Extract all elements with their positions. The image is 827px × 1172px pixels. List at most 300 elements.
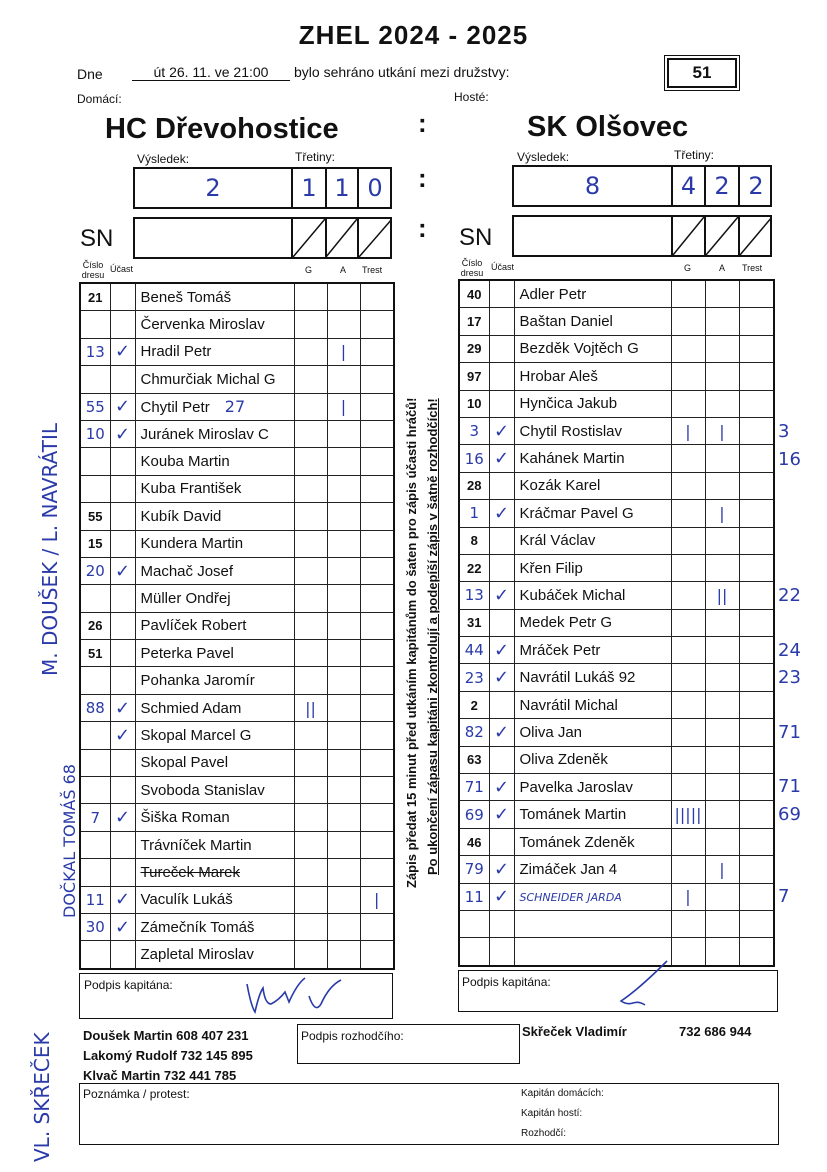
- stat-g: [294, 585, 327, 612]
- away-period-3: 2: [748, 172, 764, 200]
- home-captain-signature-box: [79, 973, 393, 1019]
- stat-t: [739, 609, 774, 636]
- player-name-text: Navrátil Michal: [519, 696, 618, 714]
- player-name: [135, 420, 294, 447]
- played-text: bylo sehráno utkání mezi družstvy:: [294, 64, 510, 80]
- jersey-number: [80, 475, 110, 502]
- stat-t: [739, 856, 774, 883]
- player-name: [135, 804, 294, 831]
- stat-t: [360, 831, 394, 858]
- note-box: [79, 1083, 779, 1145]
- home-team-name: HC Dřevohostice: [105, 113, 339, 145]
- away-side-number: [778, 361, 823, 388]
- attendance-mark: [489, 746, 514, 773]
- away-side-number: [778, 688, 823, 715]
- stat-t: [739, 472, 774, 499]
- colon-separator: :: [418, 213, 427, 243]
- away-roster-row: [459, 417, 774, 444]
- stat-t: [360, 503, 394, 530]
- away-roster-row: [459, 883, 774, 910]
- away-col-attend: Účast: [491, 262, 515, 272]
- away-side-number: 69: [778, 803, 801, 825]
- home-roster-row: [80, 913, 394, 940]
- stat-t: [360, 475, 394, 502]
- attendance-mark: ✓: [110, 886, 135, 913]
- referee-footer-label: Rozhodčí:: [521, 1128, 567, 1139]
- handwritten-note: 27: [219, 397, 246, 417]
- referee-name: Skřeček Vladimír: [522, 1024, 627, 1039]
- home-roster-row: [80, 722, 394, 749]
- home-roster-row: [80, 530, 394, 557]
- player-name: [514, 719, 671, 746]
- player-name-text: Pohanka Jaromír: [140, 672, 255, 690]
- player-name: [514, 883, 671, 910]
- player-name: [135, 475, 294, 502]
- player-name: [514, 910, 671, 937]
- player-name: [514, 554, 671, 581]
- player-name: [135, 859, 294, 886]
- player-name-text: Kuba František: [140, 480, 242, 498]
- stat-t: [739, 335, 774, 362]
- player-name: [135, 749, 294, 776]
- stat-g: ||: [294, 694, 327, 721]
- player-name: [135, 448, 294, 475]
- player-name: [514, 746, 671, 773]
- stat-g: [671, 691, 705, 718]
- home-captain-label: Podpis kapitána:: [84, 978, 173, 992]
- attendance-mark: [489, 828, 514, 855]
- stat-t: [739, 417, 774, 444]
- player-name: [135, 913, 294, 940]
- home-side-note-3: VL. SKŘEČEK: [30, 1032, 54, 1162]
- away-roster-row: [459, 335, 774, 362]
- player-name: [135, 694, 294, 721]
- away-score: 8: [584, 172, 601, 200]
- player-name: [514, 363, 671, 390]
- jersey-number: [80, 831, 110, 858]
- player-name-text: Hradil Petr: [140, 343, 212, 361]
- jersey-number: 55: [80, 393, 110, 420]
- jersey-number: 26: [80, 612, 110, 639]
- jersey-number: 30: [80, 913, 110, 940]
- home-roster-row: [80, 804, 394, 831]
- stat-a: [327, 612, 360, 639]
- jersey-number: 46: [459, 828, 489, 855]
- player-name: [514, 664, 671, 691]
- stat-g: [294, 393, 327, 420]
- stat-g: [671, 500, 705, 527]
- jersey-number: [80, 448, 110, 475]
- stat-a: [705, 554, 739, 581]
- home-roster-row: [80, 311, 394, 338]
- stat-g: [671, 719, 705, 746]
- jersey-number: 2: [459, 691, 489, 718]
- away-label: Hosté:: [454, 90, 489, 104]
- away-roster-row: [459, 363, 774, 390]
- stat-t: [739, 883, 774, 910]
- home-sn-box: [133, 217, 392, 259]
- home-roster-row: [80, 886, 394, 913]
- jersey-number: 11: [80, 886, 110, 913]
- stat-t: [739, 500, 774, 527]
- sn-slash-lines: [671, 217, 772, 255]
- stat-g: [294, 557, 327, 584]
- away-captain-footer-label: Kapitán hostí:: [521, 1108, 583, 1119]
- stat-g: [671, 910, 705, 937]
- player-name-text: Juránek Miroslav C: [140, 425, 269, 443]
- away-col-a: A: [719, 263, 726, 273]
- attendance-mark: [489, 335, 514, 362]
- player-name-text: Oliva Zdeněk: [519, 751, 608, 769]
- jersey-number: 71: [459, 774, 489, 801]
- stat-t: [360, 311, 394, 338]
- attendance-mark: [110, 859, 135, 886]
- stat-g: [294, 667, 327, 694]
- attendance-mark: ✓: [489, 774, 514, 801]
- home-roster-row: [80, 941, 394, 969]
- home-roster-row: [80, 667, 394, 694]
- stat-t: [360, 366, 394, 393]
- stat-g: [671, 280, 705, 308]
- player-name-text: Šiška Roman: [140, 809, 230, 827]
- player-name-text: Zámečník Tomáš: [140, 918, 255, 936]
- stat-t: [739, 801, 774, 828]
- stat-a: [705, 445, 739, 472]
- attendance-mark: [110, 777, 135, 804]
- jersey-number: 97: [459, 363, 489, 390]
- player-name: [135, 777, 294, 804]
- stat-t: |: [360, 886, 394, 913]
- stat-a: |: [705, 417, 739, 444]
- stat-t: [739, 774, 774, 801]
- home-side-note-2: DOČKAL TOMÁŠ 68: [60, 764, 79, 918]
- home-roster-row: [80, 283, 394, 311]
- player-name-text: Skopal Pavel: [140, 754, 229, 772]
- away-roster-table: [458, 279, 775, 967]
- player-name-text: Svoboda Stanislav: [140, 781, 265, 799]
- stat-g: [294, 913, 327, 940]
- away-side-notes: [778, 279, 823, 961]
- player-name: [514, 390, 671, 417]
- away-roster-row: [459, 390, 774, 417]
- stat-t: [739, 445, 774, 472]
- jersey-number: [80, 859, 110, 886]
- away-side-number: [778, 743, 823, 770]
- player-name: [514, 417, 671, 444]
- home-period-1: 1: [301, 174, 317, 202]
- away-sn-box: [512, 215, 772, 257]
- player-name: [135, 366, 294, 393]
- jersey-number: [80, 366, 110, 393]
- home-col-number: Číslo dresu: [81, 260, 105, 280]
- player-name-text: SCHNEIDER JARDA: [519, 891, 622, 905]
- stat-a: [327, 886, 360, 913]
- stat-a: [705, 308, 739, 335]
- player-name: [514, 445, 671, 472]
- attendance-mark: ✓: [110, 722, 135, 749]
- jersey-number: [80, 311, 110, 338]
- stat-a: [327, 640, 360, 667]
- attendance-mark: [110, 283, 135, 311]
- attendance-mark: ✓: [489, 883, 514, 910]
- stat-a: [327, 311, 360, 338]
- home-periods-label: Třetiny:: [295, 150, 336, 164]
- jersey-number: 11: [459, 883, 489, 910]
- away-side-number: 23: [778, 667, 801, 689]
- jersey-number: 79: [459, 856, 489, 883]
- player-name: [514, 500, 671, 527]
- player-name-text: Vaculík Lukáš: [140, 891, 233, 909]
- player-name: [135, 503, 294, 530]
- home-roster-row: [80, 366, 394, 393]
- away-col-g: G: [684, 263, 692, 273]
- player-name-text: Král Václav: [519, 532, 596, 550]
- stat-a: [327, 694, 360, 721]
- stat-a: [327, 366, 360, 393]
- stat-a: [705, 774, 739, 801]
- away-side-number: [778, 306, 823, 333]
- stat-a: [705, 883, 739, 910]
- player-name-text: Pavlíček Robert: [140, 617, 247, 635]
- away-side-number: 16: [778, 448, 801, 470]
- stat-a: [327, 722, 360, 749]
- attendance-mark: [110, 749, 135, 776]
- player-name-text: Červenka Miroslav: [140, 316, 265, 334]
- player-name: [135, 722, 294, 749]
- away-roster-row: [459, 691, 774, 718]
- stat-a: [705, 719, 739, 746]
- player-name: [135, 338, 294, 365]
- player-name-text: Chytil Petr: [140, 399, 210, 417]
- player-name: [135, 941, 294, 969]
- stat-t: [739, 280, 774, 308]
- jersey-number: [80, 941, 110, 969]
- stat-g: [671, 664, 705, 691]
- away-roster-row: [459, 637, 774, 664]
- contact-2: Lakomý Rudolf 732 145 895: [83, 1048, 253, 1063]
- player-name-text: Baštan Daniel: [519, 313, 613, 331]
- stat-a: |: [705, 856, 739, 883]
- stat-a: |: [327, 393, 360, 420]
- away-captain-label: Podpis kapitána:: [462, 975, 551, 989]
- home-roster-row: [80, 612, 394, 639]
- player-name: [135, 393, 294, 420]
- home-roster-row: [80, 777, 394, 804]
- player-name-text: Chmurčiak Michal G: [140, 370, 276, 388]
- stat-g: [294, 612, 327, 639]
- page-title: ZHEL 2024 - 2025: [298, 20, 529, 50]
- jersey-number: 23: [459, 664, 489, 691]
- player-name: [135, 667, 294, 694]
- player-name-text: Kundera Martin: [140, 535, 244, 553]
- attendance-mark: ✓: [110, 804, 135, 831]
- jersey-number: 31: [459, 609, 489, 636]
- home-roster-row: [80, 859, 394, 886]
- stat-a: [327, 503, 360, 530]
- player-name: [514, 582, 671, 609]
- note-label: Poznámka / protest:: [83, 1087, 190, 1101]
- date-label: Dne: [77, 66, 103, 82]
- stat-t: [739, 691, 774, 718]
- stat-g: [671, 472, 705, 499]
- attendance-mark: [489, 691, 514, 718]
- away-roster-row: [459, 774, 774, 801]
- stat-t: [360, 913, 394, 940]
- player-name: [135, 640, 294, 667]
- attendance-mark: [110, 311, 135, 338]
- player-name-text: Chytil Rostislav: [519, 422, 623, 440]
- stat-a: [327, 420, 360, 447]
- instruction-line-2: Po ukončení zápasu kapitáni zkontrolují a podepíší zápis v šatně rozhodčích!: [425, 398, 440, 875]
- stat-g: [671, 335, 705, 362]
- stat-t: [360, 667, 394, 694]
- stat-a: [705, 280, 739, 308]
- stat-t: [360, 749, 394, 776]
- player-name-text: Navrátil Lukáš 92: [519, 669, 636, 687]
- player-name-text: Tománek Zdeněk: [519, 833, 635, 851]
- attendance-mark: [489, 308, 514, 335]
- stat-a: [705, 910, 739, 937]
- away-roster-row: [459, 445, 774, 472]
- jersey-number: 10: [80, 420, 110, 447]
- player-name: [135, 283, 294, 311]
- attendance-mark: ✓: [489, 445, 514, 472]
- player-name: [514, 637, 671, 664]
- stat-t: [739, 390, 774, 417]
- instruction-line-1: Zápis předat 15 minut před utkáním kapitánům do šaten pro zápis účasti hráčů!: [404, 397, 419, 888]
- stat-a: [327, 859, 360, 886]
- home-roster-row: [80, 448, 394, 475]
- away-side-number: 71: [778, 776, 801, 798]
- stat-a: [327, 585, 360, 612]
- jersey-number: 51: [80, 640, 110, 667]
- stat-g: [294, 475, 327, 502]
- match-date: út 26. 11. ve 21:00: [132, 64, 290, 81]
- jersey-number: [459, 910, 489, 937]
- stat-g: [671, 828, 705, 855]
- away-captain-signature-box: [458, 970, 778, 1012]
- away-roster-row: [459, 280, 774, 308]
- away-side-number: [778, 934, 823, 961]
- stat-a: [327, 804, 360, 831]
- stat-g: |||||: [671, 801, 705, 828]
- stat-g: [294, 722, 327, 749]
- attendance-mark: [110, 585, 135, 612]
- away-col-number: Číslo dresu: [460, 258, 484, 278]
- stat-g: [294, 530, 327, 557]
- referee-signature-box: [297, 1024, 520, 1064]
- stat-g: [294, 311, 327, 338]
- home-score-box: [133, 167, 392, 209]
- stat-t: [360, 420, 394, 447]
- attendance-mark: [489, 472, 514, 499]
- away-side-number: [778, 388, 823, 415]
- home-roster-row: [80, 338, 394, 365]
- home-captain-signature: [245, 974, 345, 1018]
- away-side-number: 71: [778, 721, 801, 743]
- stat-t: [739, 582, 774, 609]
- stat-g: [671, 609, 705, 636]
- player-name-text: Skopal Marcel G: [140, 726, 252, 744]
- away-side-number: [778, 525, 823, 552]
- player-name-text: Medek Petr G: [519, 614, 613, 632]
- stat-a: |: [705, 500, 739, 527]
- player-name: [135, 311, 294, 338]
- away-side-number: [778, 497, 823, 524]
- home-col-a: A: [340, 265, 347, 275]
- player-name-text: Kubík David: [140, 507, 222, 525]
- stat-g: [294, 448, 327, 475]
- stat-g: [294, 886, 327, 913]
- stat-g: [294, 283, 327, 311]
- attendance-mark: [489, 609, 514, 636]
- player-name: [514, 472, 671, 499]
- attendance-mark: ✓: [489, 637, 514, 664]
- stat-t: [739, 664, 774, 691]
- jersey-number: 28: [459, 472, 489, 499]
- jersey-number: 40: [459, 280, 489, 308]
- home-period-3: 0: [367, 174, 383, 202]
- away-side-number: [778, 907, 823, 934]
- stat-g: [671, 582, 705, 609]
- away-col-penalty: Trest: [742, 263, 763, 273]
- away-side-number: [778, 334, 823, 361]
- stat-g: [294, 831, 327, 858]
- player-name: [514, 527, 671, 554]
- away-roster-row: [459, 746, 774, 773]
- stat-a: [705, 609, 739, 636]
- home-roster-row: [80, 585, 394, 612]
- player-name: [514, 856, 671, 883]
- jersey-number: 63: [459, 746, 489, 773]
- stat-a: [327, 667, 360, 694]
- stat-a: [327, 941, 360, 969]
- attendance-mark: [489, 527, 514, 554]
- jersey-number: [80, 749, 110, 776]
- stat-a: [327, 913, 360, 940]
- player-name-text: Pavelka Jaroslav: [519, 778, 633, 796]
- player-name-text: Tománek Martin: [519, 806, 627, 824]
- away-side-number: 22: [778, 585, 801, 607]
- stat-t: [739, 828, 774, 855]
- stat-a: ||: [705, 582, 739, 609]
- home-col-g: G: [305, 265, 313, 275]
- away-period-2: 2: [714, 172, 730, 200]
- player-name-text: Beneš Tomáš: [140, 288, 232, 306]
- attendance-mark: ✓: [489, 417, 514, 444]
- stat-a: [705, 637, 739, 664]
- attendance-mark: [489, 554, 514, 581]
- stat-t: [360, 557, 394, 584]
- stat-g: [294, 420, 327, 447]
- attendance-mark: [489, 280, 514, 308]
- jersey-number: 8: [459, 527, 489, 554]
- away-roster-row: [459, 719, 774, 746]
- stat-a: [705, 746, 739, 773]
- home-roster-row: [80, 694, 394, 721]
- away-captain-signature: [609, 959, 679, 1011]
- jersey-number: 55: [80, 503, 110, 530]
- player-name-text: Adler Petr: [519, 285, 587, 303]
- attendance-mark: [489, 390, 514, 417]
- stat-t: [360, 777, 394, 804]
- home-result-label: Výsledek:: [137, 152, 190, 166]
- player-name: [135, 886, 294, 913]
- stat-a: |: [327, 338, 360, 365]
- jersey-number: 29: [459, 335, 489, 362]
- stat-a: [705, 390, 739, 417]
- stat-g: [671, 363, 705, 390]
